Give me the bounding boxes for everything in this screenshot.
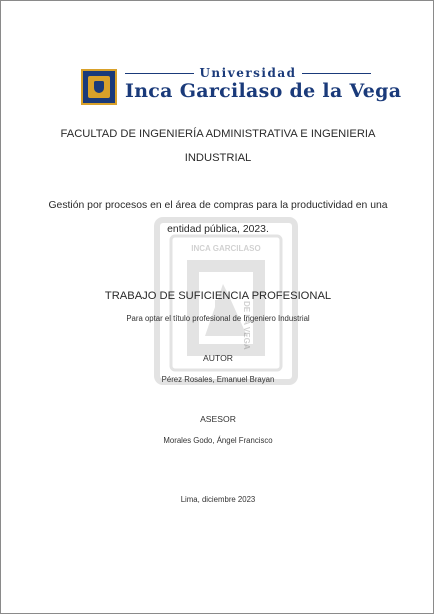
- faculty-line-2: INDUSTRIAL: [184, 152, 252, 164]
- watermark-text-top: INCA GARCILASO: [191, 244, 261, 253]
- logo-top-row: [125, 66, 371, 80]
- logo-rule-left: [125, 73, 194, 74]
- work-type-subtitle: Para optar el título profesional de Ingeniero Industrial: [126, 314, 310, 323]
- advisor-label: ASESOR: [200, 414, 236, 424]
- logo-rule-right: [302, 73, 371, 74]
- place-date: Lima, diciembre 2023: [180, 495, 256, 504]
- author-label: AUTOR: [203, 353, 233, 363]
- faculty-line-1: FACULTAD DE INGENIERÍA ADMINISTRATIVA E INGENIERIA: [60, 128, 376, 140]
- watermark-text-side: DE LA VEGA: [242, 301, 251, 350]
- author-name: Pérez Rosales, Emanuel Brayan: [161, 375, 275, 384]
- thesis-title-line-2: entidad pública, 2023.: [167, 224, 269, 235]
- work-type-heading: TRABAJO DE SUFICIENCIA PROFESIONAL: [104, 290, 332, 302]
- advisor-name: Morales Godo, Ángel Francisco: [163, 436, 273, 445]
- thesis-title-line-1: Gestión por procesos en el área de compras para la productividad en una: [48, 200, 388, 211]
- university-logo: [81, 65, 402, 107]
- university-seal-icon: [81, 69, 117, 105]
- logo-university-name: Inca Garcilaso de la Vega: [125, 80, 402, 102]
- logo-universidad-word: Universidad: [199, 66, 297, 80]
